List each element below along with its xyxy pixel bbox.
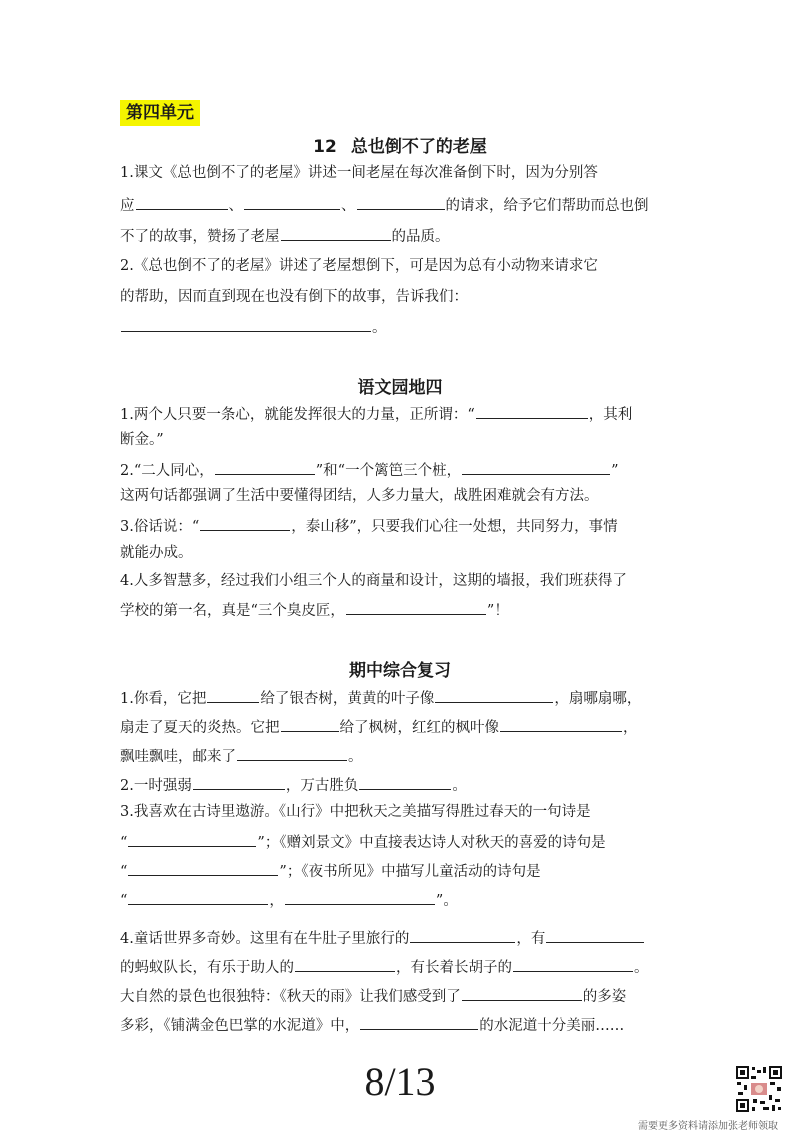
answer-blank[interactable] xyxy=(128,860,278,876)
answer-blank[interactable] xyxy=(237,745,347,761)
question-line xyxy=(120,927,695,949)
answer-blank[interactable] xyxy=(360,1014,478,1030)
answer-blank[interactable] xyxy=(128,889,268,905)
question-line xyxy=(120,194,695,216)
question-line xyxy=(120,316,695,338)
question-text: 给了银杏树，黄黄的叶子像 xyxy=(260,691,435,707)
question-text: 多彩，《铺满金色巴掌的水泥道》中， xyxy=(120,1018,360,1034)
question-text: 。 xyxy=(634,960,649,976)
question-text: 这两句话都强调了生活中要懂得团结，人多力量大，战胜困难就会有方法。 xyxy=(120,488,599,504)
question-text: “ xyxy=(120,893,128,909)
answer-blank[interactable] xyxy=(513,956,633,972)
question-line xyxy=(120,163,695,183)
question-text: ”；《赠刘景文》中直接表达诗人对秋天的喜爱的诗句是 xyxy=(257,835,606,851)
question-text: 学校的第一名，真是“三个臭皮匠， xyxy=(120,603,345,619)
answer-blank[interactable] xyxy=(193,774,285,790)
question-text: 的蚂蚁队长，有乐于助人的 xyxy=(120,960,294,976)
answer-blank[interactable] xyxy=(285,889,435,905)
question-text: ，有 xyxy=(516,931,546,947)
question-text: 飘哇飘哇，邮来了 xyxy=(120,749,236,765)
question-text: “ xyxy=(120,835,128,851)
question-text: 3.我喜欢在古诗里遨游。《山行》中把秋天之美描写得胜过春天的一句诗是 xyxy=(120,804,591,820)
question-line xyxy=(120,687,695,709)
question-text: 。 xyxy=(372,320,387,336)
question-text: 的请求，给予它们帮助而总也倒 xyxy=(445,198,649,214)
section-garden-heading xyxy=(120,373,680,398)
question-text: 应 xyxy=(120,198,135,214)
question-text: ”和“一个篱笆三个桩， xyxy=(315,463,462,479)
question-line xyxy=(120,985,695,1007)
question-line xyxy=(120,1014,695,1036)
section-title: 期中综合复习 xyxy=(349,661,451,681)
answer-blank[interactable] xyxy=(136,194,228,210)
section-12-heading xyxy=(120,132,680,157)
question-text: ，有长着长胡子的 xyxy=(396,960,512,976)
question-line xyxy=(120,831,695,853)
question-text: 1.课文《总也倒不了的老屋》讲述一间老屋在每次准备倒下时，因为分别答 xyxy=(120,165,598,181)
question-line xyxy=(120,599,695,621)
answer-blank[interactable] xyxy=(462,985,582,1001)
answer-blank[interactable] xyxy=(476,403,588,419)
section-midterm-heading xyxy=(120,656,680,681)
question-line xyxy=(120,256,695,276)
question-line xyxy=(120,860,695,882)
question-text: ”；《夜书所见》中描写儿童活动的诗句是 xyxy=(279,864,541,880)
question-line xyxy=(120,571,695,591)
question-line xyxy=(120,515,695,537)
question-text: 的水泥道十分美丽…… xyxy=(479,1018,625,1034)
question-line xyxy=(120,287,695,307)
question-text: 的帮助，因而直到现在也没有倒下的故事，告诉我们： xyxy=(120,289,468,305)
question-text: ， xyxy=(623,720,638,736)
answer-blank[interactable] xyxy=(281,716,339,732)
section-title: 语文园地四 xyxy=(357,378,443,398)
question-text: 、 xyxy=(228,198,243,214)
question-text: ”。 xyxy=(435,893,458,909)
question-text: 2.《总也倒不了的老屋》讲述了老屋想倒下，可是因为总有小动物来请求它 xyxy=(120,258,598,274)
answer-blank[interactable] xyxy=(435,687,553,703)
question-line xyxy=(120,403,695,425)
unit-title: 第四单元 xyxy=(120,100,200,126)
question-text: 1.你看，它把 xyxy=(120,691,207,707)
question-text: ，其利 xyxy=(588,407,633,423)
question-text: 2.“二人同心， xyxy=(120,463,214,479)
question-text: 大自然的景色也很独特：《秋天的雨》让我们感受到了 xyxy=(120,989,461,1005)
question-text: 给了枫树，红红的枫叶像 xyxy=(339,720,499,736)
answer-blank[interactable] xyxy=(244,194,340,210)
question-line xyxy=(120,459,695,481)
page-number: 8/13 xyxy=(364,1059,436,1104)
question-line xyxy=(120,745,695,767)
answer-blank[interactable] xyxy=(215,459,315,475)
question-text: ，万古胜负 xyxy=(285,778,359,794)
answer-blank[interactable] xyxy=(128,831,256,847)
question-line xyxy=(120,802,695,822)
question-text: ”！ xyxy=(486,603,509,619)
footer-note: 需要更多资料请添加张老师领取 xyxy=(638,1121,778,1132)
question-text: 扇走了夏天的炎热。它把 xyxy=(120,720,280,736)
question-text: 不了的故事，赞扬了老屋 xyxy=(120,229,280,245)
answer-blank[interactable] xyxy=(357,194,445,210)
answer-blank[interactable] xyxy=(200,515,290,531)
question-line xyxy=(120,486,695,506)
question-text: 1.两个人只要一条心，就能发挥很大的力量，正所谓：“ xyxy=(120,407,475,423)
question-text: 。 xyxy=(452,778,467,794)
question-text: 3.俗话说：“ xyxy=(120,519,200,535)
question-line xyxy=(120,716,695,738)
answer-blank[interactable] xyxy=(207,687,259,703)
question-text: 就能办成。 xyxy=(120,545,193,561)
answer-blank[interactable] xyxy=(546,927,644,943)
answer-blank[interactable] xyxy=(281,225,391,241)
question-text: 的多姿 xyxy=(582,989,627,1005)
question-text: ” xyxy=(611,463,619,479)
question-text: 断金。” xyxy=(120,432,164,448)
answer-blank[interactable] xyxy=(410,927,515,943)
question-text: 的品质。 xyxy=(391,229,450,245)
answer-blank[interactable] xyxy=(462,459,610,475)
question-line xyxy=(120,430,695,450)
qr-code-icon xyxy=(735,1065,783,1113)
question-line xyxy=(120,774,695,796)
question-line xyxy=(120,225,695,247)
question-text: 2.一时强弱 xyxy=(120,778,192,794)
answer-blank[interactable] xyxy=(121,316,371,332)
question-text: 4.童话世界多奇妙。这里有在牛肚子里旅行的 xyxy=(120,931,410,947)
answer-blank[interactable] xyxy=(346,599,486,615)
section-number: 12 xyxy=(313,137,337,157)
answer-blank[interactable] xyxy=(295,956,395,972)
question-text: “ xyxy=(120,864,128,880)
question-text: ， xyxy=(269,893,284,909)
answer-blank[interactable] xyxy=(500,716,622,732)
question-text: ，扇哪扇哪， xyxy=(554,691,642,707)
question-text: 、 xyxy=(341,198,356,214)
question-line xyxy=(120,889,695,911)
section-title: 总也倒不了的老屋 xyxy=(350,137,487,157)
answer-blank[interactable] xyxy=(359,774,451,790)
question-text: 4.人多智慧多，经过我们小组三个人的商量和设计，这期的墙报，我们班获得了 xyxy=(120,573,627,589)
question-text: 。 xyxy=(348,749,363,765)
question-line xyxy=(120,956,695,978)
question-line xyxy=(120,543,695,563)
question-text: ，泰山移”，只要我们心往一处想，共同努力，事情 xyxy=(291,519,618,535)
